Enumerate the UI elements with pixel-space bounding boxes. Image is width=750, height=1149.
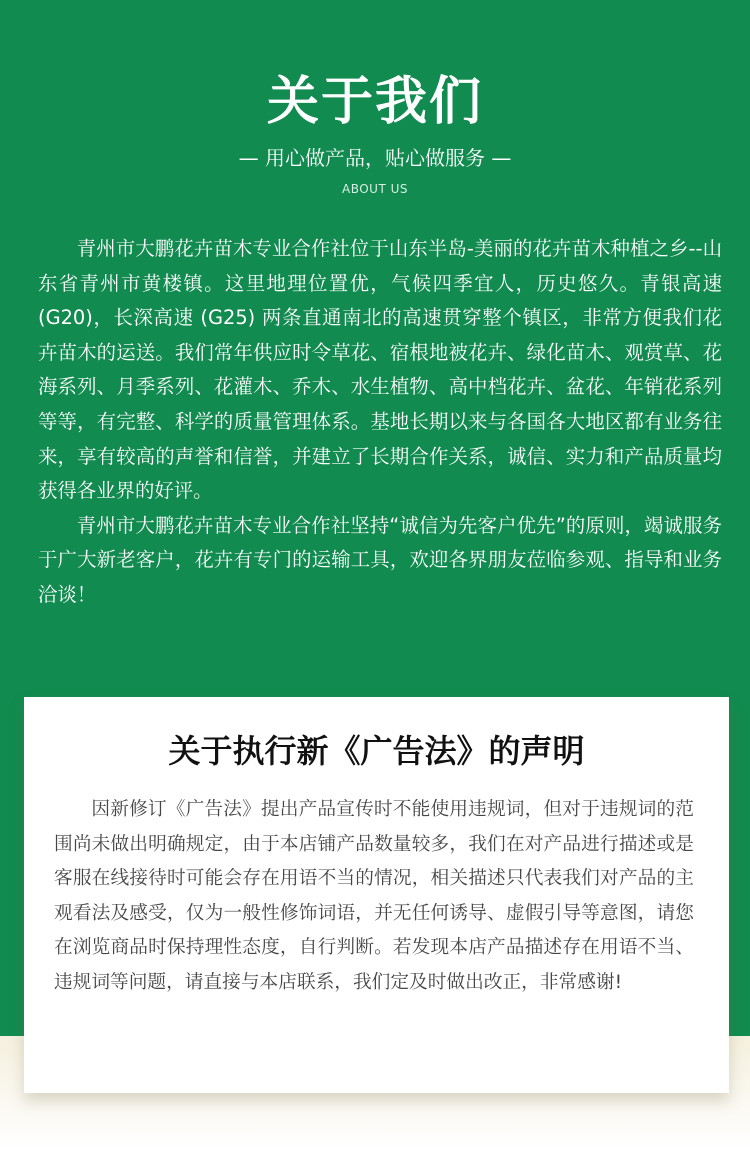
about-subtitle-english: ABOUT US [341,182,408,196]
notice-body: 因新修订《广告法》提出产品宣传时不能使用违规词，但对于违规词的范围尚未做出明确规定，由于本店铺产品数量较多，我们在对产品进行描述或是客服在线接待时可能会存在用语不当的情况，相关描述只代表我们对产品的主观看法及感受，仅为一般性修饰词语，并无任何诱导、虚假引导等意图，请您在浏览商品时保持理性态度，自行判断。若发现本店产品描述存在用语不当、违规词等问题，请直接与本店联系，我们定及时做出改正，非常感谢! [54,799,694,993]
advertising-law-notice-card [24,697,729,1093]
notice-title: 关于执行新《广告法》的声明 [168,732,585,770]
about-paragraph-2: 青州市大鹏花卉苗木专业合作社坚持“诚信为先客户优先”的原则，竭诚服务于广大新老客户，花卉有专门的运输工具，欢迎各界朋友莅临参观、指导和业务洽谈！ [38,513,722,606]
about-title: 关于我们 [266,72,483,132]
about-subtitle: — 用心做产品，贴心做服务 — [238,146,512,170]
about-description [38,232,722,613]
about-paragraph-1: 青州市大鹏花卉苗木专业合作社位于山东半岛-美丽的花卉苗木种植之乡--山东省青州市黄楼镇。这里地理位置优，气候四季宜人，历史悠久。青银高速 (G20)，长深高速 (G25) 两条直通南北的高速贯穿整个镇区，非常方便我们花卉苗木的运送。我们常年供应时令草花、宿根地被花卉、绿化苗木、观赏草、花海系列、月季系列、花灌木、乔木、水生植物、高中档花卉、盆花、年销花系列等等，有完整、科学的质量管理体系。基地长期以来与各国各大地区都有业务往来，享有较高的声誉和信誉，并建立了长期合作关系，诚信、实力和产品质量均获得各业界的好评。 [38,237,722,503]
